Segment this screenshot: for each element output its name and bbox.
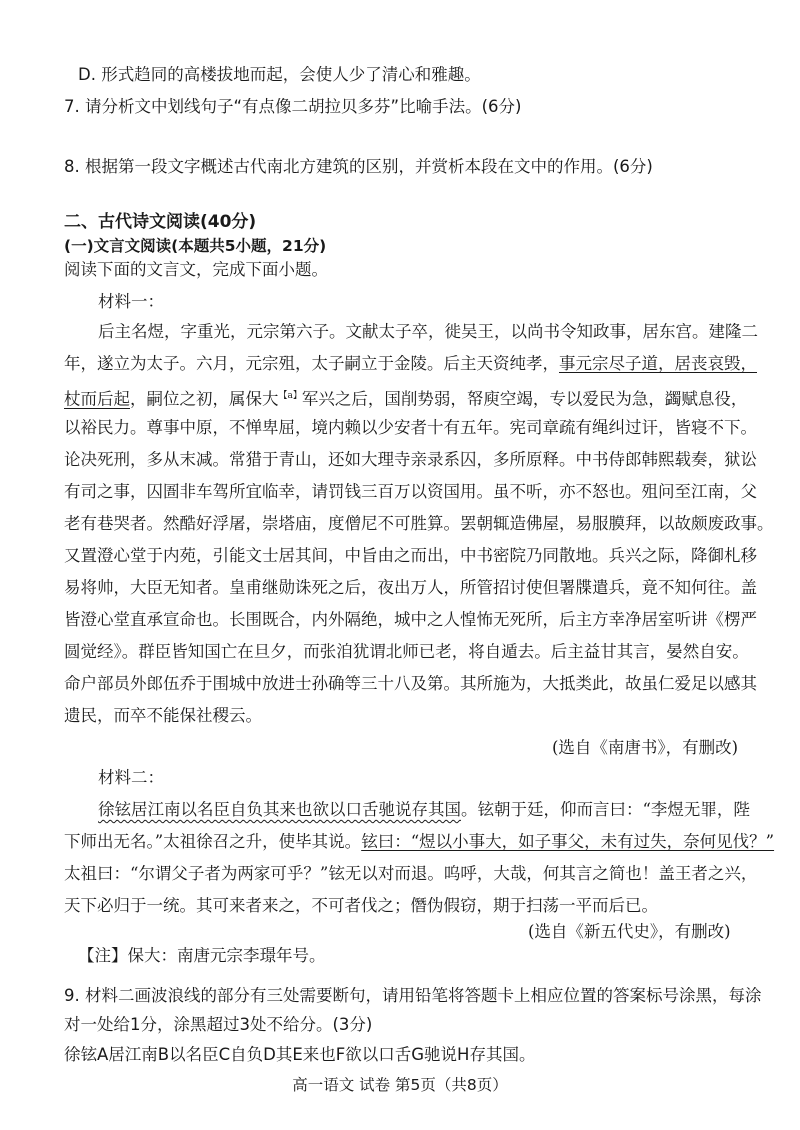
material-2-line: 天下必归于一统。其可来者来之，不可者伐之；僭伪假窃，期于扫荡一平而后已。	[64, 896, 658, 915]
question-9: 9. 材料二画波浪线的部分有三处需要断句，请用铅笔将答题卡上相应位置的答案标号涂黑，每涂	[64, 986, 762, 1005]
material-2-line	[64, 831, 775, 853]
material-1-line: 又置澄心堂于内苑，引能文士居其间，中旨由之而出，中书密院乃同散地。兵兴之际，降御札移	[64, 546, 757, 565]
material-2-line	[98, 799, 750, 821]
material-2-wavy-passage: 徐铉居江南以名臣自负其来也欲以口舌驰说存其国	[98, 800, 461, 819]
question-9-continued: 对一处给1分，涂黑超过3处不给分。(3分)	[64, 1015, 373, 1034]
material-1-line-text: ，嗣位之初，属保大	[130, 389, 279, 409]
material-1-line: 易将帅，大臣无知者。皇甫继勋诛死之后，夜出万人，所管招讨使但署牒遣兵，竟不知何往。盖	[64, 578, 757, 597]
material-1-source: (选自《南唐书》，有删改)	[552, 738, 739, 757]
material-1-line	[64, 353, 757, 375]
annotation-note: 【注】保大：南唐元宗李璟年号。	[78, 946, 326, 965]
annotation-mark: 【a】	[278, 391, 302, 401]
material-1-line: 有司之事，囚圄非车驾所宜临幸，请罚钱三百万以资国用。虽不听，亦不怒也。殂问至江南，父	[64, 482, 757, 501]
question-8: 8. 根据第一段文字概述古代南北方建筑的区别，并赏析本段在文中的作用。(6分)	[64, 157, 653, 176]
material-2-line-text: 下师出无名。”太祖徐召之升，使毕其说。	[64, 832, 362, 851]
question-9-options: 徐铉A居江南B以名臣C自负D其E来也F欲以口舌G驰说H存其国。	[64, 1045, 536, 1064]
material-2-source: (选自《新五代史》，有删改)	[528, 922, 731, 941]
material-1-line: 皆澄心堂直承宣命也。长围既合，内外隔绝，城中之人惶怖无死所，后主方幸净居室听讲《楞严	[64, 610, 757, 629]
material-2-label: 材料二：	[98, 768, 164, 787]
question-6-option-d: D. 形式趋同的高楼拔地而起，会使人少了清心和雅趣。	[78, 65, 481, 84]
material-1-line: 圆觉经》。群臣皆知国亡在旦夕，而张洎犹谓北师已老，将自遁去。后主益甘其言，晏然自安。	[64, 642, 749, 661]
material-1-line-text: 军兴之后，国削势弱，帑庾空竭，专以爱民为急，蠲赋息役，	[301, 389, 748, 409]
material-1-line: 遗民，而卒不能保社稷云。	[64, 706, 262, 725]
material-1-line: 后主名煜，字重光，元宗第六子。文献太子卒，徙吴王，以尚书令知政事，居东宫。建隆二	[98, 322, 758, 341]
material-2-underline: 铉曰：“煜以小事大，如子事父，未有过失，奈何见伐？”	[361, 832, 775, 851]
page-footer: 高一语文 试卷 第5页（共8页）	[292, 1076, 508, 1094]
material-1-underline: 事元宗尽子道，居丧哀毁，	[559, 354, 757, 373]
material-1-label: 材料一：	[98, 292, 164, 311]
section-instruction: 阅读下面的文言文，完成下面小题。	[64, 260, 328, 279]
material-1-line: 论决死刑，多从末减。常猎于青山，还如大理寺亲录系囚，多所原释。中书侍郎韩熙载奏，狱讼	[64, 450, 757, 469]
material-2-line: 太祖曰：“尔谓父子者为两家可乎？”铉无以对而退。呜呼，大哉，何其言之简也！盖王者之兴，	[64, 864, 758, 883]
material-1-line-text: 年，遂立为太子。六月，元宗殂，太子嗣立于金陵。后主天资纯孝，	[64, 354, 559, 373]
material-1-line	[64, 385, 748, 411]
question-7: 7. 请分析文中划线句子“有点像二胡拉贝多芬”比喻手法。(6分)	[64, 97, 522, 116]
material-1-line: 命户部员外郎伍乔于围城中放进士孙确等三十八及第。其所施为，大抵类此，故虽仁爱足以感其	[64, 674, 757, 693]
section-heading: 二、古代诗文阅读(40分)	[64, 212, 257, 232]
material-1-underline: 杖而后起	[64, 389, 130, 409]
material-1-line: 老有巷哭者。然酷好浮屠，崇塔庙，度僧尼不可胜算。罢朝辄造佛屋，易服膜拜，以故颇废政事。	[64, 514, 774, 533]
material-1-line: 以裕民力。尊事中原，不惮卑屈，境内赖以少安者十有五年。宪司章疏有绳纠过讦，皆寝不下。	[64, 418, 757, 437]
material-2-line-text: 。铉朝于廷，仰而言曰：“李煜无罪，陛	[461, 800, 750, 819]
section-subheading: (一)文言文阅读(本题共5小题，21分)	[64, 237, 327, 255]
